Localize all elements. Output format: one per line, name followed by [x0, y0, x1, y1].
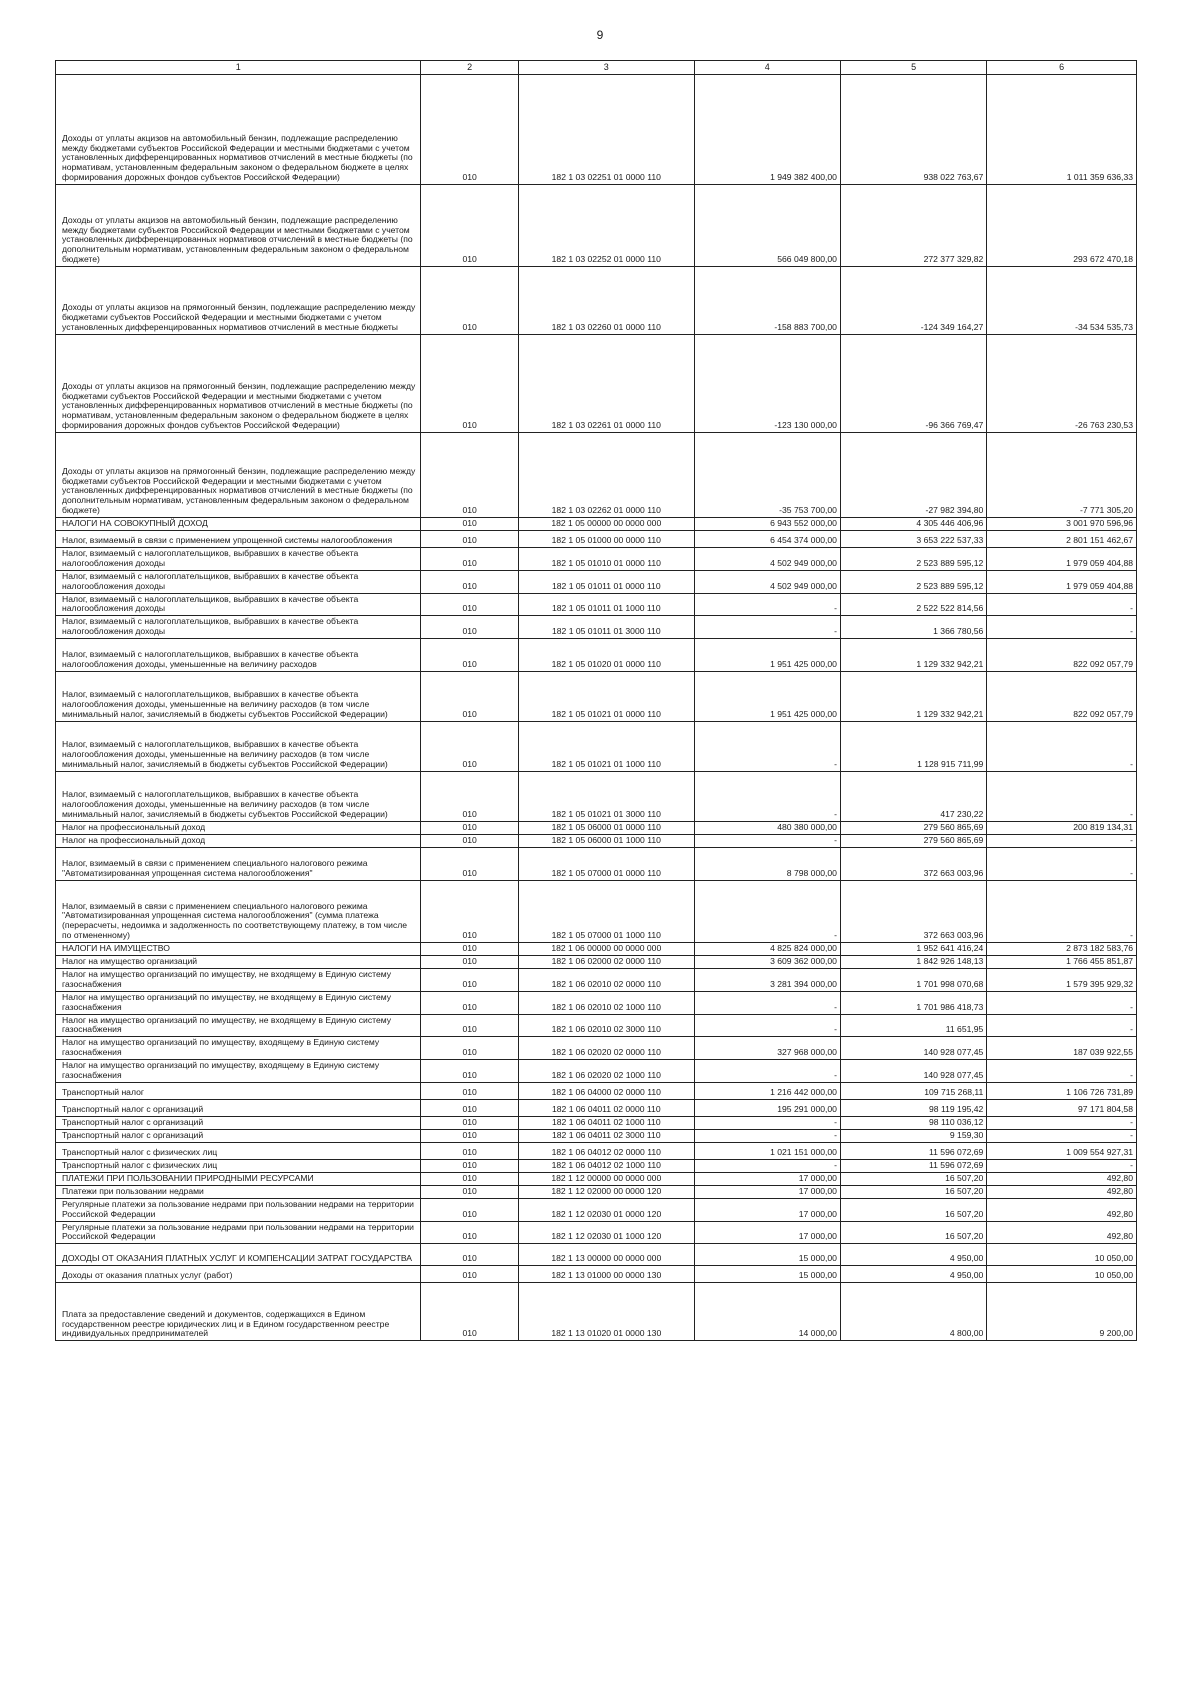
table-row: [56, 672, 1137, 722]
cell-c4: 6 454 374 000,00: [694, 531, 840, 548]
cell-name: Доходы от оказания платных услуг (работ): [56, 1266, 421, 1283]
cell-c6: 492,80: [987, 1198, 1137, 1221]
cell-c5: 16 507,20: [840, 1185, 986, 1198]
cell-line: 010: [421, 1172, 519, 1185]
cell-c6: 10 050,00: [987, 1266, 1137, 1283]
cell-c6: 822 092 057,79: [987, 672, 1137, 722]
cell-line: 010: [421, 1266, 519, 1283]
cell-c5: 372 663 003,96: [840, 848, 986, 881]
cell-c5: 372 663 003,96: [840, 881, 986, 943]
table-row: [56, 1266, 1137, 1283]
cell-c6: -26 763 230,53: [987, 335, 1137, 433]
cell-name: Налог на имущество организаций по имуществу, не входящему в Единую систему газоснабжения: [56, 1014, 421, 1037]
cell-code: 182 1 12 02000 00 0000 120: [518, 1185, 694, 1198]
table-row: [56, 1116, 1137, 1129]
cell-c6: -: [987, 1116, 1137, 1129]
cell-c5: 9 159,30: [840, 1129, 986, 1142]
cell-c4: -: [694, 1129, 840, 1142]
cell-name: Налог, взимаемый с налогоплательщиков, выбравших в качестве объекта налогообложения доходы, уменьшенные на величину расходов (в том числе минимальный налог, зачисляемый в бюджеты субъектов Российской Федерации): [56, 722, 421, 772]
cell-code: 182 1 05 01010 01 0000 110: [518, 548, 694, 571]
cell-code: 182 1 05 06000 01 0000 110: [518, 822, 694, 835]
cell-c4: 566 049 800,00: [694, 185, 840, 267]
cell-c4: 327 968 000,00: [694, 1037, 840, 1060]
table-row: [56, 1283, 1137, 1341]
table-row: [56, 956, 1137, 969]
cell-name: Доходы от уплаты акцизов на прямогонный бензин, подлежащие распределению между бюджетами субъектов Российской Федерации и местными бюджетами с учетом установленных дифференцированных нормативов отчислений в местные бюджеты (по нормативам, установленным федеральным законом о федеральном бюджете в целях формирования дорожных фондов субъектов Российской Федерации): [56, 335, 421, 433]
cell-c5: 279 560 865,69: [840, 835, 986, 848]
cell-c5: 417 230,22: [840, 772, 986, 822]
cell-c6: 1 011 359 636,33: [987, 75, 1137, 185]
cell-c4: 17 000,00: [694, 1172, 840, 1185]
cell-c5: 279 560 865,69: [840, 822, 986, 835]
cell-c6: -: [987, 722, 1137, 772]
cell-c6: -: [987, 1060, 1137, 1083]
cell-code: 182 1 05 00000 00 0000 000: [518, 518, 694, 531]
cell-name: Доходы от уплаты акцизов на прямогонный бензин, подлежащие распределению между бюджетами субъектов Российской Федерации и местными бюджетами с учетом установленных дифференцированных нормативов отчислений в местные бюджеты (по дополнительным нормативам, установленным федеральным законом о федеральном бюджете): [56, 433, 421, 518]
cell-c6: 10 050,00: [987, 1244, 1137, 1266]
cell-c6: 200 819 134,31: [987, 822, 1137, 835]
cell-line: 010: [421, 570, 519, 593]
cell-c5: 1 129 332 942,21: [840, 672, 986, 722]
table-row: [56, 593, 1137, 616]
cell-c4: 1 216 442 000,00: [694, 1082, 840, 1099]
cell-c6: 2 873 182 583,76: [987, 943, 1137, 956]
cell-line: 010: [421, 943, 519, 956]
cell-line: 010: [421, 1142, 519, 1159]
cell-code: 182 1 06 04011 02 1000 110: [518, 1116, 694, 1129]
cell-c5: 16 507,20: [840, 1221, 986, 1244]
cell-c4: 4 502 949 000,00: [694, 570, 840, 593]
cell-c5: 109 715 268,11: [840, 1082, 986, 1099]
cell-c5: 3 653 222 537,33: [840, 531, 986, 548]
cell-c6: -: [987, 616, 1137, 639]
cell-line: 010: [421, 1129, 519, 1142]
cell-c4: -: [694, 835, 840, 848]
table-row: [56, 1060, 1137, 1083]
cell-c5: 11 651,95: [840, 1014, 986, 1037]
cell-code: 182 1 06 02020 02 1000 110: [518, 1060, 694, 1083]
cell-c5: 1 366 780,56: [840, 616, 986, 639]
cell-c5: -124 349 164,27: [840, 267, 986, 335]
cell-code: 182 1 05 01020 01 0000 110: [518, 639, 694, 672]
cell-name: Налог, взимаемый с налогоплательщиков, выбравших в качестве объекта налогообложения доходы: [56, 570, 421, 593]
cell-line: 010: [421, 848, 519, 881]
cell-code: 182 1 13 01020 01 0000 130: [518, 1283, 694, 1341]
cell-code: 182 1 13 01000 00 0000 130: [518, 1266, 694, 1283]
cell-c5: 16 507,20: [840, 1172, 986, 1185]
cell-c4: 17 000,00: [694, 1198, 840, 1221]
cell-code: 182 1 05 01021 01 0000 110: [518, 672, 694, 722]
column-header: 3: [518, 61, 694, 75]
cell-name: Плата за предоставление сведений и документов, содержащихся в Едином государственном реестре юридических лиц и в Едином государственном реестре индивидуальных предпринимателей: [56, 1283, 421, 1341]
cell-c6: -: [987, 772, 1137, 822]
cell-line: 010: [421, 75, 519, 185]
cell-c4: 14 000,00: [694, 1283, 840, 1341]
cell-name: Налог на имущество организаций по имуществу, входящему в Единую систему газоснабжения: [56, 1060, 421, 1083]
table-row: [56, 835, 1137, 848]
cell-c4: 15 000,00: [694, 1266, 840, 1283]
cell-name: Налог, взимаемый с налогоплательщиков, выбравших в качестве объекта налогообложения доходы, уменьшенные на величину расходов (в том числе минимальный налог, зачисляемый в бюджеты субъектов Российской Федерации): [56, 672, 421, 722]
table-row: [56, 433, 1137, 518]
cell-name: Платежи при пользовании недрами: [56, 1185, 421, 1198]
cell-code: 182 1 06 04000 02 0000 110: [518, 1082, 694, 1099]
cell-c6: 492,80: [987, 1172, 1137, 1185]
cell-line: 010: [421, 1159, 519, 1172]
cell-c5: 4 800,00: [840, 1283, 986, 1341]
cell-code: 182 1 03 02252 01 0000 110: [518, 185, 694, 267]
cell-c4: -: [694, 772, 840, 822]
table-row: [56, 1099, 1137, 1116]
cell-c6: 2 801 151 462,67: [987, 531, 1137, 548]
cell-name: НАЛОГИ НА ИМУЩЕСТВО: [56, 943, 421, 956]
cell-line: 010: [421, 969, 519, 992]
cell-c5: 4 305 446 406,96: [840, 518, 986, 531]
cell-c4: -: [694, 991, 840, 1014]
cell-name: Налог на профессиональный доход: [56, 822, 421, 835]
cell-c5: 11 596 072,69: [840, 1159, 986, 1172]
cell-name: Транспортный налог с организаций: [56, 1099, 421, 1116]
cell-code: 182 1 12 02030 01 0000 120: [518, 1198, 694, 1221]
cell-name: Транспортный налог с организаций: [56, 1129, 421, 1142]
cell-line: 010: [421, 1185, 519, 1198]
table-row: [56, 616, 1137, 639]
cell-c5: 4 950,00: [840, 1266, 986, 1283]
cell-code: 182 1 05 01011 01 0000 110: [518, 570, 694, 593]
cell-name: Налог, взимаемый в связи с применением специального налогового режима "Автоматизированная упрощенная система налогообложения": [56, 848, 421, 881]
cell-c6: 187 039 922,55: [987, 1037, 1137, 1060]
cell-c6: 97 171 804,58: [987, 1099, 1137, 1116]
table-row: [56, 185, 1137, 267]
cell-code: 182 1 06 02020 02 0000 110: [518, 1037, 694, 1060]
cell-c6: 492,80: [987, 1185, 1137, 1198]
cell-c5: 98 110 036,12: [840, 1116, 986, 1129]
cell-name: Налог, взимаемый с налогоплательщиков, выбравших в качестве объекта налогообложения доходы: [56, 548, 421, 571]
cell-code: 182 1 03 02260 01 0000 110: [518, 267, 694, 335]
cell-c5: -96 366 769,47: [840, 335, 986, 433]
page-number: 9: [596, 28, 604, 42]
cell-c6: -: [987, 1014, 1137, 1037]
cell-line: 010: [421, 1082, 519, 1099]
table-row: [56, 1198, 1137, 1221]
cell-name: Доходы от уплаты акцизов на автомобильный бензин, подлежащие распределению между бюджетами субъектов Российской Федерации и местными бюджетами с учетом установленных дифференцированных нормативов отчислений в местные бюджеты (по нормативам, установленным федеральным законом о федеральном бюджете в целях формирования дорожных фондов субъектов Российской Федерации): [56, 75, 421, 185]
cell-code: 182 1 06 00000 00 0000 000: [518, 943, 694, 956]
column-header: 6: [987, 61, 1137, 75]
cell-name: НАЛОГИ НА СОВОКУПНЫЙ ДОХОД: [56, 518, 421, 531]
cell-c4: 1 949 382 400,00: [694, 75, 840, 185]
cell-c5: 2 523 889 595,12: [840, 548, 986, 571]
cell-line: 010: [421, 1244, 519, 1266]
cell-c5: 4 950,00: [840, 1244, 986, 1266]
cell-line: 010: [421, 881, 519, 943]
cell-code: 182 1 05 01021 01 1000 110: [518, 722, 694, 772]
cell-c4: 4 502 949 000,00: [694, 548, 840, 571]
cell-line: 010: [421, 822, 519, 835]
cell-c5: 938 022 763,67: [840, 75, 986, 185]
table-row: [56, 822, 1137, 835]
column-numbers-row: [56, 61, 1137, 75]
cell-line: 010: [421, 518, 519, 531]
cell-code: 182 1 05 07000 01 0000 110: [518, 848, 694, 881]
revenue-table: [55, 60, 1137, 1341]
cell-c5: 1 842 926 148,13: [840, 956, 986, 969]
table-row: [56, 267, 1137, 335]
cell-name: Транспортный налог: [56, 1082, 421, 1099]
cell-name: Транспортный налог с организаций: [56, 1116, 421, 1129]
cell-c4: 480 380 000,00: [694, 822, 840, 835]
cell-line: 010: [421, 1099, 519, 1116]
cell-name: Налог, взимаемый с налогоплательщиков, выбравших в качестве объекта налогообложения доходы: [56, 593, 421, 616]
cell-c4: 17 000,00: [694, 1221, 840, 1244]
cell-c4: 1 951 425 000,00: [694, 639, 840, 672]
cell-c6: 1 766 455 851,87: [987, 956, 1137, 969]
cell-code: 182 1 03 02262 01 0000 110: [518, 433, 694, 518]
cell-c5: 140 928 077,45: [840, 1060, 986, 1083]
cell-name: Налог, взимаемый в связи с применением специального налогового режима "Автоматизированная упрощенная система налогообложения" (сумма платежа (перерасчеты, недоимка и задолженность по соответствующему платежу, в том числе по отмененному): [56, 881, 421, 943]
table-row: [56, 1014, 1137, 1037]
cell-name: Доходы от уплаты акцизов на прямогонный бензин, подлежащие распределению между бюджетами субъектов Российской Федерации и местными бюджетами с учетом установленных дифференцированных нормативов отчислений в местные бюджеты: [56, 267, 421, 335]
cell-line: 010: [421, 672, 519, 722]
cell-line: 010: [421, 1014, 519, 1037]
table-row: [56, 943, 1137, 956]
cell-c5: 2 522 522 814,56: [840, 593, 986, 616]
cell-c5: 16 507,20: [840, 1198, 986, 1221]
cell-c5: 1 952 641 416,24: [840, 943, 986, 956]
column-header: 2: [421, 61, 519, 75]
table-row: [56, 1082, 1137, 1099]
cell-name: ДОХОДЫ ОТ ОКАЗАНИЯ ПЛАТНЫХ УСЛУГ И КОМПЕНСАЦИИ ЗАТРАТ ГОСУДАРСТВА: [56, 1244, 421, 1266]
cell-c5: 1 128 915 711,99: [840, 722, 986, 772]
cell-c6: -34 534 535,73: [987, 267, 1137, 335]
cell-code: 182 1 06 02010 02 1000 110: [518, 991, 694, 1014]
cell-line: 010: [421, 185, 519, 267]
cell-c4: -: [694, 1116, 840, 1129]
cell-c6: 293 672 470,18: [987, 185, 1137, 267]
table-row: [56, 1037, 1137, 1060]
cell-c6: 3 001 970 596,96: [987, 518, 1137, 531]
cell-c6: 1 106 726 731,89: [987, 1082, 1137, 1099]
cell-c5: 11 596 072,69: [840, 1142, 986, 1159]
cell-c6: 1 979 059 404,88: [987, 570, 1137, 593]
cell-line: 010: [421, 835, 519, 848]
cell-name: Налог, взимаемый в связи с применением упрощенной системы налогообложения: [56, 531, 421, 548]
cell-c4: -: [694, 1014, 840, 1037]
cell-c5: 272 377 329,82: [840, 185, 986, 267]
cell-c4: 1 021 151 000,00: [694, 1142, 840, 1159]
cell-c4: 3 609 362 000,00: [694, 956, 840, 969]
cell-name: Налог на имущество организаций по имуществу, не входящему в Единую систему газоснабжения: [56, 991, 421, 1014]
cell-c5: 140 928 077,45: [840, 1037, 986, 1060]
cell-c6: 1 979 059 404,88: [987, 548, 1137, 571]
table-row: [56, 518, 1137, 531]
cell-c5: 2 523 889 595,12: [840, 570, 986, 593]
cell-c4: 17 000,00: [694, 1185, 840, 1198]
cell-c4: -: [694, 881, 840, 943]
cell-c4: -158 883 700,00: [694, 267, 840, 335]
table-row: [56, 772, 1137, 822]
cell-code: 182 1 05 06000 01 1000 110: [518, 835, 694, 848]
cell-c6: -: [987, 593, 1137, 616]
cell-c4: -: [694, 1060, 840, 1083]
table-row: [56, 1142, 1137, 1159]
cell-line: 010: [421, 1116, 519, 1129]
table-row: [56, 848, 1137, 881]
cell-c4: -123 130 000,00: [694, 335, 840, 433]
table-row: [56, 991, 1137, 1014]
table-row: [56, 75, 1137, 185]
cell-line: 010: [421, 1060, 519, 1083]
table-row: [56, 335, 1137, 433]
cell-code: 182 1 05 01000 00 0000 110: [518, 531, 694, 548]
cell-line: 010: [421, 639, 519, 672]
cell-code: 182 1 06 04011 02 3000 110: [518, 1129, 694, 1142]
cell-line: 010: [421, 335, 519, 433]
cell-c5: -27 982 394,80: [840, 433, 986, 518]
table-row: [56, 1185, 1137, 1198]
cell-line: 010: [421, 548, 519, 571]
cell-line: 010: [421, 1037, 519, 1060]
cell-name: Налог, взимаемый с налогоплательщиков, выбравших в качестве объекта налогообложения доходы, уменьшенные на величину расходов: [56, 639, 421, 672]
cell-c4: 3 281 394 000,00: [694, 969, 840, 992]
cell-name: Налог, взимаемый с налогоплательщиков, выбравших в качестве объекта налогообложения доходы: [56, 616, 421, 639]
table-row: [56, 1172, 1137, 1185]
cell-c6: 1 579 395 929,32: [987, 969, 1137, 992]
cell-name: Транспортный налог с физических лиц: [56, 1142, 421, 1159]
table-row: [56, 1129, 1137, 1142]
cell-line: 010: [421, 267, 519, 335]
cell-name: Налог на имущество организаций по имуществу, входящему в Единую систему газоснабжения: [56, 1037, 421, 1060]
cell-c4: 4 825 824 000,00: [694, 943, 840, 956]
cell-c4: 6 943 552 000,00: [694, 518, 840, 531]
column-header: 4: [694, 61, 840, 75]
cell-c4: -35 753 700,00: [694, 433, 840, 518]
cell-c5: 1 701 998 070,68: [840, 969, 986, 992]
cell-code: 182 1 06 04012 02 1000 110: [518, 1159, 694, 1172]
cell-line: 010: [421, 1283, 519, 1341]
cell-code: 182 1 06 02010 02 0000 110: [518, 969, 694, 992]
cell-c4: 195 291 000,00: [694, 1099, 840, 1116]
cell-code: 182 1 03 02261 01 0000 110: [518, 335, 694, 433]
cell-line: 010: [421, 1221, 519, 1244]
cell-name: Регулярные платежи за пользование недрами при пользовании недрами на территории Российской Федерации: [56, 1221, 421, 1244]
cell-c5: 1 701 986 418,73: [840, 991, 986, 1014]
cell-code: 182 1 06 02010 02 3000 110: [518, 1014, 694, 1037]
cell-line: 010: [421, 772, 519, 822]
cell-line: 010: [421, 722, 519, 772]
cell-c4: 15 000,00: [694, 1244, 840, 1266]
cell-code: 182 1 05 01011 01 3000 110: [518, 616, 694, 639]
cell-name: Регулярные платежи за пользование недрами при пользовании недрами на территории Российской Федерации: [56, 1198, 421, 1221]
cell-code: 182 1 05 07000 01 1000 110: [518, 881, 694, 943]
cell-c4: -: [694, 722, 840, 772]
table-row: [56, 548, 1137, 571]
cell-c6: -: [987, 1129, 1137, 1142]
cell-code: 182 1 06 04011 02 0000 110: [518, 1099, 694, 1116]
cell-c4: -: [694, 1159, 840, 1172]
cell-c6: -: [987, 848, 1137, 881]
cell-c6: 492,80: [987, 1221, 1137, 1244]
cell-c4: -: [694, 616, 840, 639]
cell-line: 010: [421, 433, 519, 518]
table-row: [56, 1244, 1137, 1266]
cell-code: 182 1 06 04012 02 0000 110: [518, 1142, 694, 1159]
cell-c6: -: [987, 991, 1137, 1014]
cell-line: 010: [421, 593, 519, 616]
cell-name: Транспортный налог с физических лиц: [56, 1159, 421, 1172]
cell-c5: 98 119 195,42: [840, 1099, 986, 1116]
table-row: [56, 1159, 1137, 1172]
table-row: [56, 531, 1137, 548]
table-row: [56, 639, 1137, 672]
cell-name: Доходы от уплаты акцизов на автомобильный бензин, подлежащие распределению между бюджетами субъектов Российской Федерации и местными бюджетами с учетом установленных дифференцированных нормативов отчислений в местные бюджеты (по дополнительным нормативам, установленным федеральным законом о федеральном бюджете): [56, 185, 421, 267]
cell-c4: 8 798 000,00: [694, 848, 840, 881]
table-row: [56, 969, 1137, 992]
table-row: [56, 570, 1137, 593]
cell-c4: -: [694, 593, 840, 616]
cell-c6: 9 200,00: [987, 1283, 1137, 1341]
cell-name: Налог на имущество организаций: [56, 956, 421, 969]
cell-name: Налог на имущество организаций по имуществу, не входящему в Единую систему газоснабжения: [56, 969, 421, 992]
cell-code: 182 1 05 01021 01 3000 110: [518, 772, 694, 822]
cell-c6: 822 092 057,79: [987, 639, 1137, 672]
cell-c6: -: [987, 881, 1137, 943]
table-row: [56, 1221, 1137, 1244]
cell-code: 182 1 06 02000 02 0000 110: [518, 956, 694, 969]
cell-line: 010: [421, 991, 519, 1014]
cell-line: 010: [421, 531, 519, 548]
cell-line: 010: [421, 1198, 519, 1221]
cell-code: 182 1 12 00000 00 0000 000: [518, 1172, 694, 1185]
cell-name: Налог, взимаемый с налогоплательщиков, выбравших в качестве объекта налогообложения доходы, уменьшенные на величину расходов (в том числе минимальный налог, зачисляемый в бюджеты субъектов Российской Федерации): [56, 772, 421, 822]
cell-c6: -: [987, 1159, 1137, 1172]
cell-line: 010: [421, 956, 519, 969]
cell-c6: -: [987, 835, 1137, 848]
column-header: 1: [56, 61, 421, 75]
cell-c6: 1 009 554 927,31: [987, 1142, 1137, 1159]
column-header: 5: [840, 61, 986, 75]
cell-line: 010: [421, 616, 519, 639]
cell-c6: -7 771 305,20: [987, 433, 1137, 518]
table-row: [56, 722, 1137, 772]
cell-code: 182 1 05 01011 01 1000 110: [518, 593, 694, 616]
cell-c5: 1 129 332 942,21: [840, 639, 986, 672]
cell-name: ПЛАТЕЖИ ПРИ ПОЛЬЗОВАНИИ ПРИРОДНЫМИ РЕСУРСАМИ: [56, 1172, 421, 1185]
cell-code: 182 1 03 02251 01 0000 110: [518, 75, 694, 185]
cell-c4: 1 951 425 000,00: [694, 672, 840, 722]
cell-name: Налог на профессиональный доход: [56, 835, 421, 848]
cell-code: 182 1 13 00000 00 0000 000: [518, 1244, 694, 1266]
table-row: [56, 881, 1137, 943]
cell-code: 182 1 12 02030 01 1000 120: [518, 1221, 694, 1244]
